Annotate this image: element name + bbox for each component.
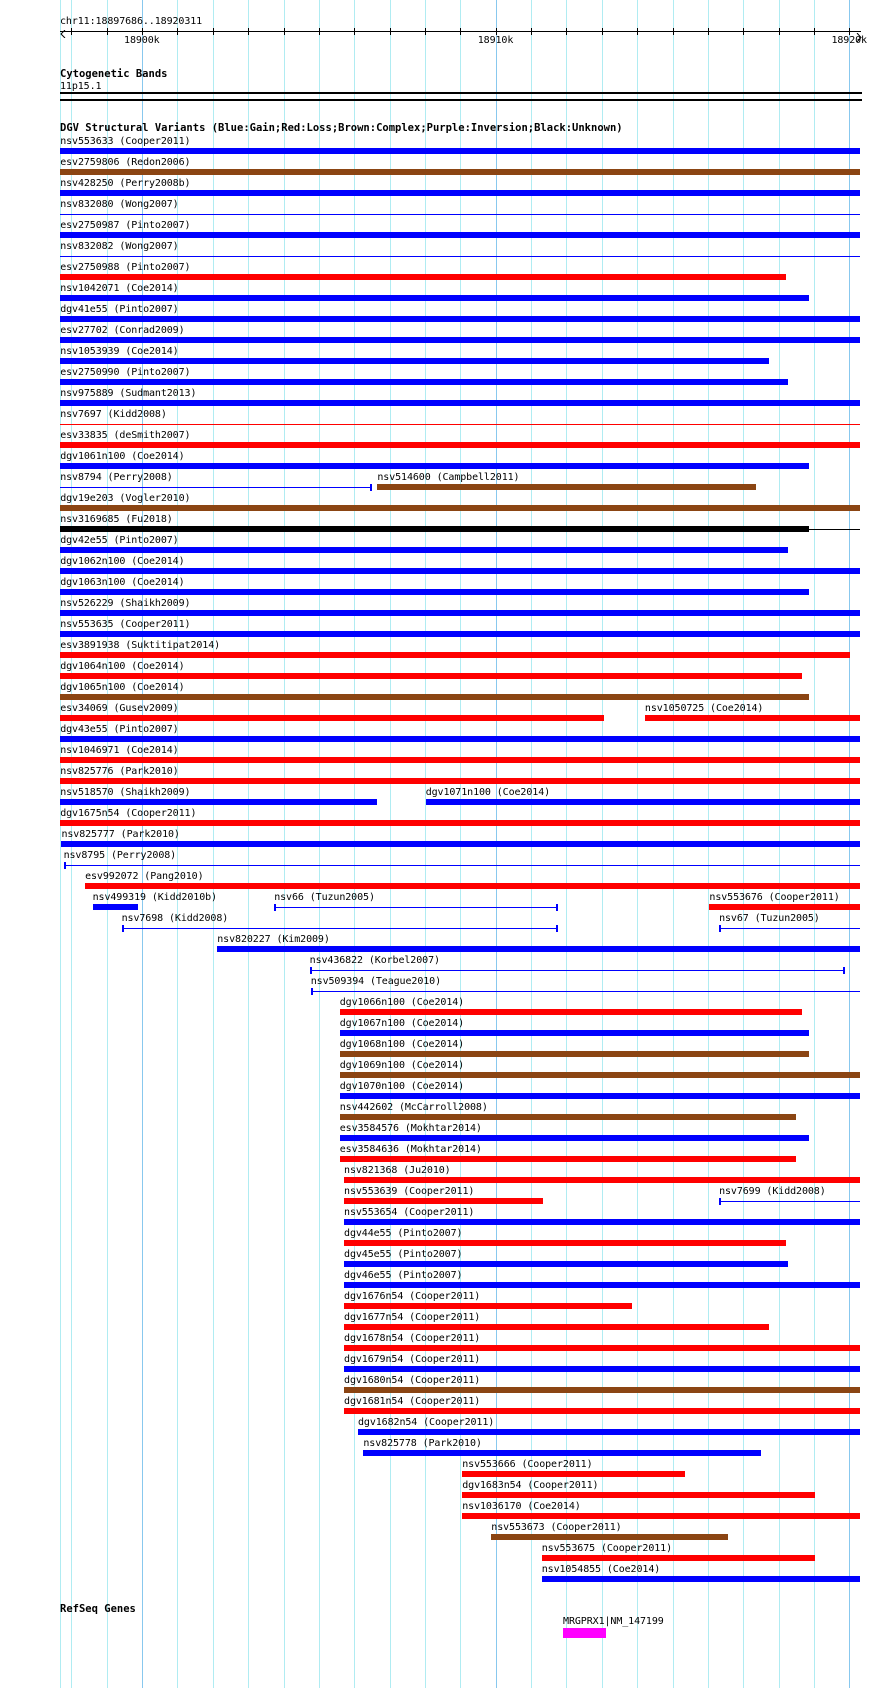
variant-label[interactable]: dgv1071n100 (Coe2014) <box>425 787 551 798</box>
variant-bar-loss[interactable] <box>344 1303 632 1309</box>
variant-label[interactable]: nsv509394 (Teague2010) <box>310 976 442 987</box>
variant-bar-gain[interactable] <box>60 463 809 469</box>
variant-label[interactable]: nsv526229 (Shaikh2009) <box>60 598 191 609</box>
variant-label[interactable]: nsv8794 (Perry2008) <box>60 472 173 483</box>
variant-bar-gain[interactable] <box>344 1366 860 1372</box>
variant-label[interactable]: dgv1681n54 (Cooper2011) <box>344 1396 481 1407</box>
variant-label[interactable]: nsv436822 (Korbel2007) <box>309 955 440 966</box>
variant-label[interactable]: nsv442602 (McCarroll2008) <box>339 1102 488 1113</box>
variant-start-tick <box>274 904 276 911</box>
variant-label[interactable]: nsv553654 (Cooper2011) <box>344 1207 475 1218</box>
variant-label[interactable]: dgv1068n100 (Coe2014) <box>339 1039 465 1050</box>
variant-bar-loss[interactable] <box>344 1198 543 1204</box>
variant-bar-loss[interactable] <box>60 673 802 679</box>
variant-label[interactable]: nsv553635 (Cooper2011) <box>60 619 191 630</box>
variant-line-gain[interactable] <box>60 256 860 257</box>
cytoband-title: Cytogenetic Bands <box>60 68 168 80</box>
variant-label[interactable]: dgv1069n100 (Coe2014) <box>339 1060 465 1071</box>
variant-label[interactable]: dgv1065n100 (Coe2014) <box>60 682 185 693</box>
variant-label[interactable]: dgv1680n54 (Cooper2011) <box>344 1375 481 1386</box>
variant-bar-loss[interactable] <box>462 1492 814 1498</box>
variant-end-tick <box>843 967 845 974</box>
ruler-tick <box>71 28 72 35</box>
variant-line-gain[interactable] <box>60 214 860 215</box>
variant-line-loss[interactable] <box>60 424 860 425</box>
variant-bar-gain[interactable] <box>344 1261 788 1267</box>
variant-bar-complex[interactable] <box>377 484 755 490</box>
variant-label[interactable]: dgv45e55 (Pinto2007) <box>344 1249 463 1260</box>
variant-label[interactable]: nsv66 (Tuzun2005) <box>274 892 375 903</box>
variant-bar-loss[interactable] <box>462 1471 684 1477</box>
variant-label[interactable]: dgv1678n54 (Cooper2011) <box>344 1333 481 1344</box>
variant-bar-loss[interactable] <box>462 1513 860 1519</box>
variant-label[interactable]: dgv1675n54 (Cooper2011) <box>60 808 197 819</box>
variant-line-gain[interactable] <box>719 928 860 929</box>
variant-label[interactable]: nsv825776 (Park2010) <box>60 766 179 777</box>
ruler-tick <box>708 28 709 35</box>
variant-bar-gain[interactable] <box>60 799 377 805</box>
variant-label[interactable]: nsv428250 (Perry2008b) <box>60 178 191 189</box>
variant-bar-complex[interactable] <box>340 1051 810 1057</box>
variant-label[interactable]: nsv553673 (Cooper2011) <box>491 1522 622 1533</box>
variant-label[interactable]: dgv1061n100 (Coe2014) <box>60 451 185 462</box>
variant-bar-gain[interactable] <box>60 337 860 343</box>
variant-label[interactable]: esv2750987 (Pinto2007) <box>60 220 191 231</box>
variant-bar-gain[interactable] <box>344 1282 860 1288</box>
ruler-tick <box>107 28 108 35</box>
variant-bar-loss[interactable] <box>344 1345 860 1351</box>
variant-label[interactable]: nsv553675 (Cooper2011) <box>541 1543 673 1554</box>
variant-label[interactable]: nsv820227 (Kim2009) <box>217 934 330 945</box>
variant-bar-gain[interactable] <box>60 316 860 322</box>
variant-label[interactable]: dgv1070n100 (Coe2014) <box>339 1081 465 1092</box>
variant-label[interactable]: dgv1066n100 (Coe2014) <box>339 997 465 1008</box>
variant-label[interactable]: dgv1064n100 (Coe2014) <box>60 661 185 672</box>
variant-bar-gain[interactable] <box>60 589 809 595</box>
ruler-tick <box>425 28 426 35</box>
variant-line-gain[interactable] <box>274 907 558 908</box>
variant-label[interactable]: esv2750990 (Pinto2007) <box>60 367 191 378</box>
cytoband-ideogram-bottom <box>60 99 862 101</box>
variant-end-tick <box>556 925 558 932</box>
refseq-track-title: RefSeq Genes <box>60 1603 136 1615</box>
variant-start-tick <box>122 925 124 932</box>
variant-bar-gain[interactable] <box>60 232 860 238</box>
variant-bar-loss[interactable] <box>344 1324 768 1330</box>
ruler-tick <box>460 28 461 35</box>
variant-bar-loss[interactable] <box>344 1408 860 1414</box>
variant-label[interactable]: esv3891938 (Suktitipat2014) <box>60 640 221 651</box>
ruler-tick <box>248 28 249 35</box>
variant-bar-gain[interactable] <box>217 946 860 952</box>
variant-label[interactable]: dgv1063n100 (Coe2014) <box>60 577 185 588</box>
variant-label[interactable]: dgv1062n100 (Coe2014) <box>60 556 185 567</box>
variant-bar-gain[interactable] <box>60 358 768 364</box>
ruler-tick <box>814 28 815 35</box>
ruler-tick <box>142 28 143 35</box>
ruler-tick-label: 18900k <box>124 35 160 46</box>
variant-bar-complex[interactable] <box>340 1072 861 1078</box>
variant-label[interactable]: nsv518570 (Shaikh2009) <box>60 787 191 798</box>
variant-label[interactable]: nsv832082 (Wong2007) <box>60 241 179 252</box>
variant-label[interactable]: esv2750988 (Pinto2007) <box>60 262 191 273</box>
variant-end-tick <box>556 904 558 911</box>
ruler-tick <box>743 28 744 35</box>
variant-bar-loss[interactable] <box>344 1240 786 1246</box>
variant-label[interactable]: dgv46e55 (Pinto2007) <box>344 1270 463 1281</box>
variant-start-tick <box>310 967 312 974</box>
variant-bar-gain[interactable] <box>61 841 860 847</box>
variant-label[interactable]: dgv1683n54 (Cooper2011) <box>462 1480 599 1491</box>
variant-label[interactable]: nsv67 (Tuzun2005) <box>719 913 820 924</box>
variant-label[interactable]: esv33835 (deSmith2007) <box>60 430 191 441</box>
ruler-tick <box>637 28 638 35</box>
ruler-tick <box>284 28 285 35</box>
variant-label[interactable]: esv992072 (Pang2010) <box>85 871 204 882</box>
variant-bar-unknown[interactable] <box>60 526 809 532</box>
variant-bar-complex[interactable] <box>60 505 860 511</box>
variant-label[interactable]: nsv975889 (Sudmant2013) <box>60 388 197 399</box>
variant-bar-loss[interactable] <box>344 1177 860 1183</box>
variant-bar-loss[interactable] <box>340 1156 797 1162</box>
variant-label[interactable]: nsv1053939 (Coe2014) <box>60 346 179 357</box>
variant-bar-complex[interactable] <box>344 1387 860 1393</box>
ruler-tick <box>673 28 674 35</box>
variant-line-gain[interactable] <box>310 970 845 971</box>
variant-label[interactable]: nsv825778 (Park2010) <box>363 1438 482 1449</box>
variant-bar-gain[interactable] <box>340 1030 810 1036</box>
variant-label[interactable]: nsv1050725 (Coe2014) <box>644 703 764 714</box>
gene-feature[interactable] <box>563 1628 606 1638</box>
variant-label[interactable]: nsv8795 (Perry2008) <box>63 850 177 861</box>
ruler-tick <box>177 28 178 35</box>
variant-label[interactable]: nsv553666 (Cooper2011) <box>462 1459 593 1470</box>
variant-label[interactable]: nsv499319 (Kidd2010b) <box>92 892 217 903</box>
variant-bar-loss[interactable] <box>85 883 860 889</box>
variant-label[interactable]: nsv825777 (Park2010) <box>61 829 180 840</box>
variant-bar-gain[interactable] <box>60 610 860 616</box>
variant-label[interactable]: esv2759806 (Redon2006) <box>60 157 191 168</box>
ruler-tick <box>779 28 780 35</box>
variant-bar-loss[interactable] <box>60 820 860 826</box>
variant-line-gain[interactable] <box>60 487 372 488</box>
variant-bar-complex[interactable] <box>491 1534 727 1540</box>
variant-start-tick <box>719 1198 721 1205</box>
variant-label[interactable]: nsv553633 (Cooper2011) <box>60 136 191 147</box>
variant-label[interactable]: dgv43e55 (Pinto2007) <box>60 724 179 735</box>
variant-bar-gain[interactable] <box>344 1219 860 1225</box>
variant-bar-gain[interactable] <box>426 799 861 805</box>
ruler-tick <box>602 28 603 35</box>
variant-bar-gain[interactable] <box>358 1429 860 1435</box>
variant-start-tick <box>64 862 66 869</box>
variant-bar-loss[interactable] <box>60 715 604 721</box>
variant-bar-loss[interactable] <box>60 757 860 763</box>
variant-bar-gain[interactable] <box>60 568 860 574</box>
variant-bar-loss[interactable] <box>709 904 860 910</box>
variant-tail-line[interactable] <box>809 529 860 530</box>
variant-line-gain[interactable] <box>122 928 558 929</box>
cytoband-label: 11p15.1 <box>60 81 102 92</box>
variant-bar-gain[interactable] <box>60 148 860 154</box>
variant-label[interactable]: dgv1067n100 (Coe2014) <box>339 1018 465 1029</box>
variant-bar-gain[interactable] <box>60 631 860 637</box>
ruler-tick <box>354 28 355 35</box>
variant-label[interactable]: esv34069 (Gusev2009) <box>60 703 179 714</box>
variant-bar-loss[interactable] <box>60 442 860 448</box>
variant-label[interactable]: nsv1042071 (Coe2014) <box>60 283 179 294</box>
variant-label[interactable]: nsv553639 (Cooper2011) <box>344 1186 475 1197</box>
variant-start-tick <box>719 925 721 932</box>
variant-bar-gain[interactable] <box>60 736 860 742</box>
variant-label[interactable]: nsv832080 (Wong2007) <box>60 199 179 210</box>
variant-bar-complex[interactable] <box>60 694 809 700</box>
variant-label[interactable]: esv3584576 (Mokhtar2014) <box>339 1123 482 1134</box>
variant-label[interactable]: nsv1054855 (Coe2014) <box>541 1564 661 1575</box>
variant-bar-complex[interactable] <box>60 169 860 175</box>
variant-bar-loss[interactable] <box>60 778 860 784</box>
variant-bar-gain[interactable] <box>60 295 809 301</box>
variant-bar-gain[interactable] <box>340 1093 861 1099</box>
ruler-tick <box>531 28 532 35</box>
ruler-tick <box>849 28 850 35</box>
variant-bar-loss[interactable] <box>340 1009 802 1015</box>
variant-bar-loss[interactable] <box>60 652 850 658</box>
variant-label[interactable]: dgv44e55 (Pinto2007) <box>344 1228 463 1239</box>
ruler-tick <box>213 28 214 35</box>
variant-label[interactable]: nsv553676 (Cooper2011) <box>709 892 840 903</box>
variant-line-gain[interactable] <box>719 1201 860 1202</box>
variant-bar-gain[interactable] <box>60 190 860 196</box>
variant-bar-loss[interactable] <box>60 274 786 280</box>
variant-label[interactable]: dgv1677n54 (Cooper2011) <box>344 1312 481 1323</box>
variant-label[interactable]: dgv1679n54 (Cooper2011) <box>344 1354 481 1365</box>
variant-label[interactable]: nsv3169685 (Fu2018) <box>60 514 173 525</box>
variant-label[interactable]: nsv821368 (Ju2010) <box>344 1165 451 1176</box>
variant-label[interactable]: nsv7698 (Kidd2008) <box>121 913 229 924</box>
variant-label[interactable]: nsv7697 (Kidd2008) <box>60 409 167 420</box>
variant-label[interactable]: esv27702 (Conrad2009) <box>60 325 185 336</box>
ruler-tick <box>496 28 497 35</box>
variant-bar-gain[interactable] <box>93 904 138 910</box>
ruler-tick-label: 18910k <box>477 35 514 46</box>
variant-label[interactable]: nsv7699 (Kidd2008) <box>719 1186 826 1197</box>
variant-label[interactable]: nsv514600 (Campbell2011) <box>377 472 520 483</box>
ruler-tick <box>319 28 320 35</box>
variant-label[interactable]: nsv1046971 (Coe2014) <box>60 745 179 756</box>
variant-bar-complex[interactable] <box>340 1114 797 1120</box>
variant-bar-loss[interactable] <box>645 715 861 721</box>
ruler-tick <box>390 28 391 35</box>
dgv-track-title: DGV Structural Variants (Blue:Gain;Red:Loss;Brown:Complex;Purple:Inversion;Black:Unknown) <box>60 122 623 134</box>
gene-label[interactable]: MRGPRX1|NM_147199 <box>563 1616 664 1627</box>
variant-bar-gain[interactable] <box>542 1576 861 1582</box>
variant-line-gain[interactable] <box>311 991 861 992</box>
location-label: chr11:18897686..18920311 <box>60 16 203 27</box>
variant-bar-gain[interactable] <box>60 547 788 553</box>
variant-label[interactable]: dgv1682n54 (Cooper2011) <box>358 1417 495 1428</box>
cytoband-ideogram-top <box>60 92 862 94</box>
variant-bar-gain[interactable] <box>340 1135 810 1141</box>
variant-bar-gain[interactable] <box>60 400 860 406</box>
variant-label[interactable]: nsv1036170 (Coe2014) <box>462 1501 581 1512</box>
variant-bar-gain[interactable] <box>363 1450 761 1456</box>
variant-label[interactable]: dgv42e55 (Pinto2007) <box>60 535 179 546</box>
variant-line-gain[interactable] <box>64 865 861 866</box>
variant-start-tick <box>311 988 313 995</box>
variant-label[interactable]: dgv19e203 (Vogler2010) <box>60 493 191 504</box>
variant-label[interactable]: dgv1676n54 (Cooper2011) <box>344 1291 481 1302</box>
ruler-tick-label: 18920k <box>831 35 867 46</box>
ruler-tick <box>566 28 567 35</box>
variant-bar-loss[interactable] <box>542 1555 815 1561</box>
variant-label[interactable]: esv3584636 (Mokhtar2014) <box>339 1144 482 1155</box>
variant-label[interactable]: dgv41e55 (Pinto2007) <box>60 304 179 315</box>
variant-bar-gain[interactable] <box>60 379 788 385</box>
variant-end-tick <box>370 484 372 491</box>
